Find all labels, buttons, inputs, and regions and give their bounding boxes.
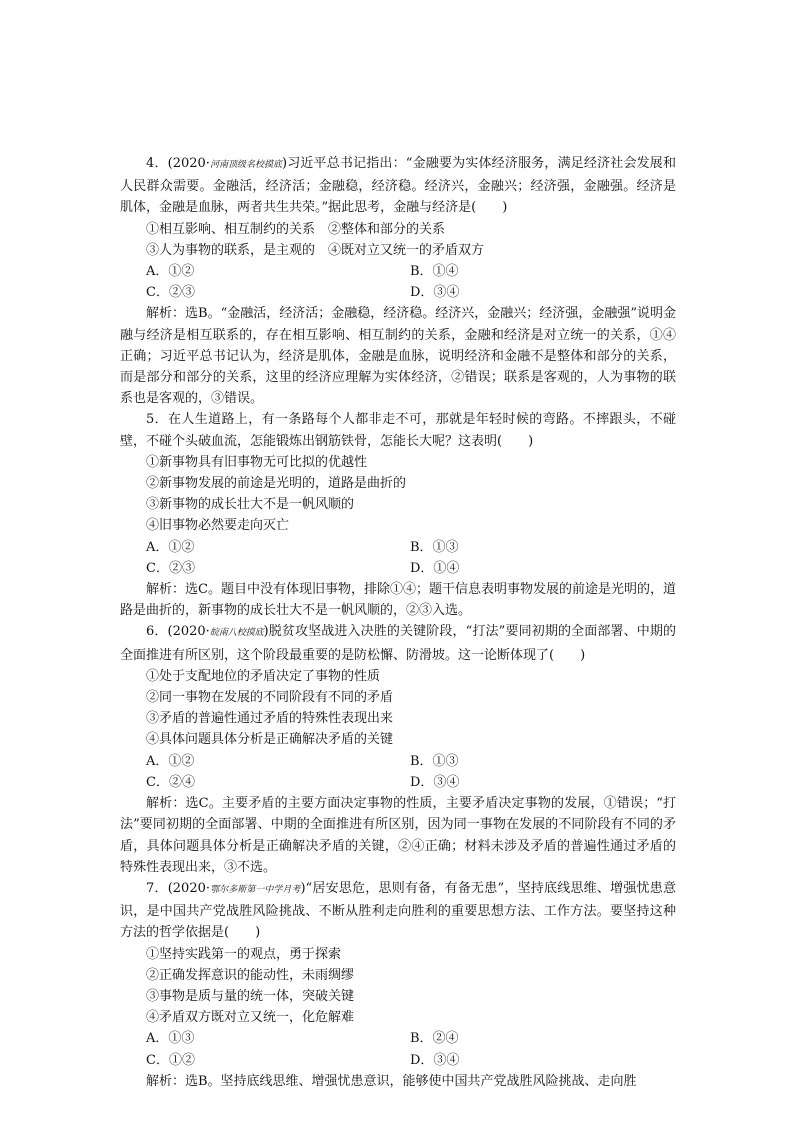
question-number: 6． [146, 624, 168, 640]
option-line: ①相互影响、相互制约的关系 ②整体和部分的关系 [146, 221, 446, 237]
choice-c: C．②③ [146, 285, 195, 301]
analysis-text: 解析：选C。主要矛盾的主要方面决定事物的性质，主要矛盾决定事物的发展，①错误；“打法”要同初期的全面部署、中期的全面推进有所区别，因为同一事物在发展的不同阶段有不同的矛盾，具体问题具体分析是正确解决矛盾的关键，②④正确；材料未涉及矛盾的普遍性通过矛盾的特殊性表现出来，③不选。 [120, 796, 676, 875]
choice-b: B．①④ [410, 264, 459, 280]
answer-choices [120, 558, 676, 579]
question-5 [120, 409, 676, 621]
choice-b: B．①③ [410, 539, 459, 555]
option-line: ①新事物具有旧事物无可比拟的优越性 [146, 454, 368, 470]
question-7 [120, 878, 676, 1092]
choice-d: D．③④ [410, 1052, 460, 1068]
option-line: ④矛盾双方既对立又统一，化危解难 [146, 1010, 355, 1026]
option-line: ②新事物发展的前途是光明的，道路是曲折的 [146, 476, 407, 492]
answer-choices [120, 537, 676, 558]
question-text: “居安思危，思则有备，有备无患”，坚持底线思维、增强忧患意识，是中国共产党战胜风险挑战、不断从胜利走向胜利的重要思想方法、工作方法。要坚持这种方法的哲学依据是( ) [120, 880, 676, 941]
analysis-text: 解析：选B。坚持底线思维、增强忧患意识，能够使中国共产党战胜风险挑战、走向胜 [146, 1073, 637, 1089]
option-line: ③新事物的成长壮大不是一帆风顺的 [146, 497, 355, 513]
choice-d: D．①④ [410, 560, 460, 576]
question-number: 5． [146, 412, 169, 428]
question-4-stem: 4．(2020·河南顶级名校摸底)习近平总书记指出：“金融要为实体经济服务，满足经济社会发展和人民群众需要。金融活，经济活；金融稳，经济稳。经济兴，金融兴；经济强，金融强。经济是肌体，金融是血脉，两者共生共荣。”据此思考，金融与经济是( ) [120, 156, 676, 216]
choice-a: A．①③ [146, 1031, 195, 1047]
question-text: 习近平总书记指出：“金融要为实体经济服务，满足经济社会发展和人民群众需要。金融活，经济活；金融稳，经济稳。经济兴，金融兴；经济强，金融强。经济是肌体，金融是血脉，两者共生共荣。”据此思考，金融与经济是( ) [120, 156, 676, 216]
answer-choices [120, 1050, 676, 1071]
option-line: ③矛盾的普遍性通过矛盾的特殊性表现出来 [146, 711, 394, 727]
question-7-stem: 7．(2020·鄂尔多斯第一中学月考)“居安思危，思则有备，有备无患”，坚持底线思维、增强忧患意识，是中国共产党战胜风险挑战、不断从胜利走向胜利的重要思想方法、工作方法。要坚持这种方法的哲学依据是( ) [120, 880, 676, 941]
option-line: ③人为事物的联系，是主观的 ④既对立又统一的矛盾双方 [146, 242, 485, 258]
option-line: ②同一事物在发展的不同阶段有不同的矛盾 [146, 690, 394, 706]
question-text: 脱贫攻坚战进入决胜的关键阶段，“打法”要同初期的全面部署、中期的全面推进有所区别，这个阶段最重要的是防松懈、防滑坡。这一论断体现了( ) [120, 624, 676, 663]
question-5-stem [120, 409, 676, 451]
question-6 [120, 621, 676, 877]
choice-d: D．③④ [410, 285, 460, 301]
option-line: ①处于支配地位的矛盾决定了事物的性质 [146, 668, 381, 684]
choice-a: A．①② [146, 539, 195, 555]
choice-b: B．②④ [410, 1031, 459, 1047]
question-4 [120, 153, 676, 409]
option-line: ②正确发挥意识的能动性，未雨绸缪 [146, 967, 355, 983]
answer-choices [120, 1028, 676, 1049]
option-line: ③事物是质与量的统一体，突破关键 [146, 988, 355, 1004]
document-page [120, 153, 676, 1092]
choice-d: D．③④ [410, 774, 460, 790]
option-line: ④具体问题具体分析是正确解决矛盾的关键 [146, 732, 394, 748]
question-number: 4． [146, 156, 168, 171]
answer-choices [120, 261, 676, 282]
choice-a: A．①② [146, 753, 195, 769]
answer-choices [120, 282, 676, 303]
analysis-text: 解析：选B。“金融活，经济活；金融稳，经济稳。经济兴，金融兴；经济强，金融强”说明金融与经济是相互联系的，存在相互影响、相互制约的关系，金融和经济是对立统一的关系，①④正确；习近平总书记认为，经济是肌体，金融是血脉，说明经济和金融不是整体和部分的关系，而是部分和部分的关系，这里的经济应理解为实体经济，②错误；联系是客观的，人为事物的联系也是客观的，③错误。 [120, 306, 676, 407]
answer-choices [120, 751, 676, 772]
choice-a: A．①② [146, 264, 195, 280]
question-number: 7． [146, 880, 168, 896]
question-6-stem: 6．(2020·皖南八校摸底)脱贫攻坚战进入决胜的关键阶段，“打法”要同初期的全面部署、中期的全面推进有所区别，这个阶段最重要的是防松懈、防滑坡。这一论断体现了( ) [120, 624, 676, 663]
question-source: 皖南八校摸底 [209, 628, 264, 639]
choice-c: C．②④ [146, 774, 195, 790]
answer-choices [120, 772, 676, 793]
question-source: 河南顶级名校摸底 [209, 160, 282, 170]
choice-c: C．②③ [146, 560, 195, 576]
option-line: ④旧事物必然要走向灭亡 [146, 518, 290, 534]
question-text: 在人生道路上，有一条路每个人都非走不可，那就是年轻时候的弯路。不摔跟头，不碰壁，不碰个头破血流，怎能锻炼出钢筋铁骨，怎能长大呢？这表明( ) [120, 412, 676, 449]
option-line: ①坚持实践第一的观点，勇于探索 [146, 946, 342, 962]
choice-c: C．①② [146, 1052, 195, 1068]
choice-b: B．①③ [410, 753, 459, 769]
question-source: 鄂尔多斯第一中学月考 [210, 884, 301, 895]
analysis-text: 解析：选C。题目中没有体现旧事物，排除①④；题干信息表明事物发展的前途是光明的，道路是曲折的，新事物的成长壮大不是一帆风顺的，②③入选。 [120, 582, 676, 619]
